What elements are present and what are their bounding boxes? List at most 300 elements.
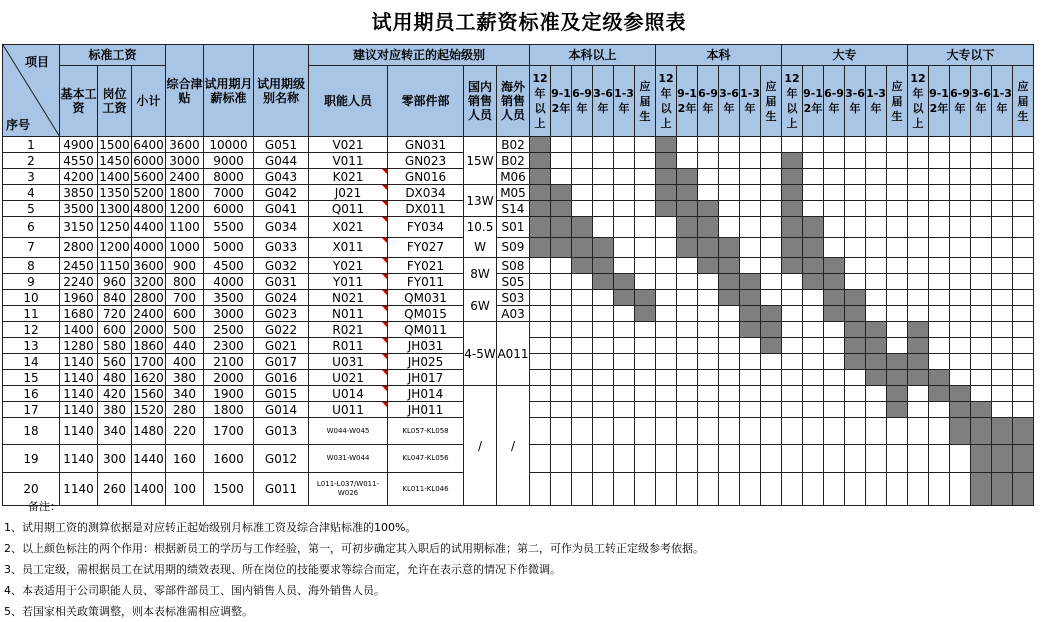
subtotal-cell: 4400 bbox=[132, 217, 166, 238]
level-cell bbox=[1013, 137, 1034, 153]
exp-header-0-0: 12年以上 bbox=[530, 66, 551, 137]
level-cell bbox=[761, 386, 782, 402]
level-cell bbox=[929, 237, 950, 258]
base-wage-cell: 1960 bbox=[60, 290, 98, 306]
level-cell bbox=[761, 338, 782, 354]
level-cell bbox=[824, 185, 845, 201]
level-cell bbox=[887, 418, 908, 445]
level-cell bbox=[1013, 445, 1034, 473]
level-cell bbox=[824, 402, 845, 418]
base-wage-cell: 1280 bbox=[60, 338, 98, 354]
level-cell bbox=[782, 274, 803, 290]
level-cell bbox=[992, 217, 1013, 238]
level-cell bbox=[971, 402, 992, 418]
level-cell bbox=[698, 153, 719, 169]
base-wage-cell: 1140 bbox=[60, 445, 98, 473]
level-cell bbox=[992, 354, 1013, 370]
parts-grade-cell: GN016 bbox=[388, 169, 464, 185]
level-cell bbox=[572, 354, 593, 370]
parts-grade-cell: KL047-KL056 bbox=[388, 445, 464, 473]
level-cell bbox=[782, 290, 803, 306]
level-cell bbox=[824, 418, 845, 445]
level-cell bbox=[551, 322, 572, 338]
level-cell bbox=[1013, 201, 1034, 217]
level-cell bbox=[992, 153, 1013, 169]
level-cell bbox=[887, 201, 908, 217]
level-cell bbox=[740, 354, 761, 370]
level-cell bbox=[761, 418, 782, 445]
row-number: 4 bbox=[3, 185, 60, 201]
post-wage-cell: 960 bbox=[98, 274, 132, 290]
level-cell bbox=[866, 386, 887, 402]
level-cell bbox=[992, 274, 1013, 290]
subtotal-cell: 3600 bbox=[133, 258, 164, 273]
level-cell bbox=[698, 258, 719, 274]
level-cell bbox=[950, 386, 971, 402]
level-cell bbox=[803, 322, 824, 338]
level-cell bbox=[572, 322, 593, 338]
trial-grade-cell: G033 bbox=[254, 237, 309, 258]
level-cell bbox=[551, 370, 572, 386]
level-cell bbox=[866, 274, 887, 290]
level-cell bbox=[635, 290, 656, 306]
base-wage-cell: 4200 bbox=[60, 169, 98, 185]
trial-grade-cell: G032 bbox=[254, 258, 309, 274]
comment-marker bbox=[382, 258, 387, 263]
trial-pay-cell: 8000 bbox=[204, 169, 254, 185]
allowance-cell: 1000 bbox=[166, 237, 204, 258]
level-cell bbox=[677, 274, 698, 290]
level-cell bbox=[929, 201, 950, 217]
level-cell bbox=[929, 370, 950, 386]
level-cell bbox=[614, 402, 635, 418]
level-cell bbox=[635, 169, 656, 185]
post-wage-cell: 340 bbox=[98, 418, 132, 445]
level-cell bbox=[866, 169, 887, 185]
level-cell bbox=[887, 445, 908, 473]
row-number: 6 bbox=[3, 217, 60, 238]
parts-grade-cell: GN031 bbox=[388, 137, 464, 153]
level-cell bbox=[908, 274, 929, 290]
trial-pay-cell: 2100 bbox=[204, 354, 254, 370]
level-cell bbox=[845, 237, 866, 258]
base-wage-cell: 1140 bbox=[60, 354, 98, 370]
level-cell bbox=[803, 169, 824, 185]
level-cell bbox=[908, 386, 929, 402]
allowance-cell: 1800 bbox=[166, 185, 204, 201]
note-4: 4、本表适用于公司职能人员、零部件部员工、国内销售人员、海外销售人员。 bbox=[4, 584, 385, 597]
level-cell bbox=[614, 169, 635, 185]
base-wage-cell: 3500 bbox=[60, 201, 98, 217]
exp-header-3-5: 应届生 bbox=[1013, 66, 1034, 137]
level-cell bbox=[677, 338, 698, 354]
level-cell bbox=[929, 137, 950, 153]
level-cell bbox=[551, 185, 572, 201]
level-cell bbox=[656, 185, 677, 201]
row-number: 11 bbox=[3, 306, 60, 322]
allowance-cell: 340 bbox=[166, 386, 204, 402]
level-cell bbox=[782, 445, 803, 473]
level-cell bbox=[593, 402, 614, 418]
level-cell bbox=[803, 418, 824, 445]
level-cell bbox=[908, 418, 929, 445]
salary-table bbox=[2, 44, 1034, 506]
domestic-grade-cell: / bbox=[464, 386, 497, 506]
overseas-grade-cell: M06 bbox=[497, 169, 530, 185]
level-cell bbox=[761, 445, 782, 473]
level-cell bbox=[593, 354, 614, 370]
level-cell bbox=[950, 237, 971, 258]
table-row bbox=[3, 237, 1034, 258]
level-cell bbox=[761, 354, 782, 370]
table-row bbox=[3, 258, 1034, 274]
trial-grade-cell: G022 bbox=[254, 322, 309, 338]
base-wage-cell: 3150 bbox=[60, 217, 98, 238]
level-cell bbox=[887, 354, 908, 370]
level-cell bbox=[635, 137, 656, 153]
level-cell bbox=[992, 338, 1013, 354]
base-wage-header: 基本工资 bbox=[60, 66, 98, 137]
level-cell bbox=[698, 370, 719, 386]
level-cell bbox=[992, 418, 1013, 445]
staff-grade-cell: V021 bbox=[309, 137, 388, 153]
base-wage-cell: 1140 bbox=[60, 370, 98, 386]
level-cell bbox=[635, 418, 656, 445]
allowance-cell: 500 bbox=[166, 322, 204, 338]
level-cell bbox=[719, 185, 740, 201]
level-cell bbox=[824, 290, 845, 306]
level-cell bbox=[950, 338, 971, 354]
level-cell bbox=[761, 137, 782, 153]
row-number: 12 bbox=[3, 322, 60, 338]
level-cell bbox=[698, 402, 719, 418]
subtotal-cell: 2800 bbox=[133, 290, 164, 305]
comment-marker bbox=[382, 274, 387, 279]
level-cell bbox=[656, 153, 677, 169]
domestic-grade-cell: 4-5W bbox=[464, 322, 497, 386]
level-cell bbox=[677, 153, 698, 169]
overseas-grade-cell: A03 bbox=[497, 306, 530, 322]
level-cell bbox=[866, 290, 887, 306]
allowance-cell: 160 bbox=[166, 445, 204, 473]
level-cell bbox=[698, 201, 719, 217]
level-cell bbox=[950, 169, 971, 185]
overseas-grade-cell: B02 bbox=[497, 137, 530, 153]
subtotal-cell: 1440 bbox=[132, 445, 166, 473]
trial-pay-cell: 1900 bbox=[204, 386, 254, 402]
row-number: 16 bbox=[3, 386, 60, 402]
level-cell bbox=[824, 322, 845, 338]
level-cell bbox=[803, 137, 824, 153]
overseas-grade-cell: B02 bbox=[497, 153, 530, 169]
trial-grade-cell: G021 bbox=[254, 338, 309, 354]
level-cell bbox=[782, 402, 803, 418]
level-cell bbox=[908, 185, 929, 201]
level-cell bbox=[824, 217, 845, 238]
level-cell bbox=[782, 338, 803, 354]
staff-grade-cell: W031-W044 bbox=[309, 445, 388, 473]
level-cell bbox=[614, 258, 635, 274]
level-cell bbox=[551, 402, 572, 418]
level-cell bbox=[803, 153, 824, 169]
level-cell bbox=[845, 445, 866, 473]
base-wage-cell: 4900 bbox=[60, 137, 98, 153]
comment-marker bbox=[382, 290, 387, 295]
level-cell bbox=[761, 258, 782, 274]
post-wage-cell: 300 bbox=[98, 445, 132, 473]
level-cell bbox=[614, 306, 635, 322]
level-cell bbox=[677, 217, 698, 238]
level-cell bbox=[971, 445, 992, 473]
level-cell bbox=[593, 185, 614, 201]
level-cell bbox=[824, 169, 845, 185]
level-cell bbox=[761, 473, 782, 506]
level-cell bbox=[1013, 338, 1034, 354]
level-cell bbox=[656, 370, 677, 386]
staff-grade-cell: X011 bbox=[309, 237, 388, 258]
trial-grade-cell: G024 bbox=[254, 290, 309, 306]
level-cell bbox=[551, 237, 572, 258]
level-cell bbox=[614, 322, 635, 338]
exp-header-0-2: 6-9年 bbox=[572, 66, 593, 137]
level-cell bbox=[761, 306, 782, 322]
level-cell bbox=[1013, 258, 1034, 274]
post-wage-cell: 560 bbox=[98, 354, 132, 370]
level-cell bbox=[929, 354, 950, 370]
level-cell bbox=[551, 201, 572, 217]
level-cell bbox=[719, 217, 740, 238]
level-cell bbox=[887, 386, 908, 402]
level-cell bbox=[698, 274, 719, 290]
level-cell bbox=[572, 137, 593, 153]
level-cell bbox=[950, 402, 971, 418]
level-cell bbox=[845, 217, 866, 238]
level-cell bbox=[845, 370, 866, 386]
domestic-grade-cell: 15W bbox=[464, 137, 497, 185]
level-cell bbox=[740, 237, 761, 258]
level-cell bbox=[866, 306, 887, 322]
level-cell bbox=[887, 185, 908, 201]
level-cell bbox=[866, 445, 887, 473]
subtotal-cell: 1560 bbox=[133, 386, 164, 401]
level-cell bbox=[719, 237, 740, 258]
level-cell bbox=[656, 322, 677, 338]
level-cell bbox=[824, 354, 845, 370]
subtotal-cell: 1700 bbox=[133, 354, 164, 369]
exp-header-3-2: 6-9年 bbox=[950, 66, 971, 137]
parts-grade-cell: JH011 bbox=[388, 402, 464, 418]
level-cell bbox=[677, 185, 698, 201]
level-cell bbox=[929, 274, 950, 290]
level-cell bbox=[677, 237, 698, 258]
level-cell bbox=[656, 217, 677, 238]
level-cell bbox=[677, 322, 698, 338]
trial-pay-cell: 4000 bbox=[204, 274, 254, 290]
level-cell bbox=[719, 386, 740, 402]
level-cell bbox=[656, 290, 677, 306]
level-cell bbox=[908, 290, 929, 306]
parts-grade-cell: FY021 bbox=[388, 258, 464, 274]
note-1: 1、试用期工资的测算依据是对应转正起始级别月标准工资及综合津贴标准的100%。 bbox=[4, 521, 417, 534]
level-cell bbox=[782, 169, 803, 185]
page-title: 试用期员工薪资标准及定级参照表 bbox=[371, 10, 687, 34]
level-cell bbox=[887, 402, 908, 418]
level-cell bbox=[614, 137, 635, 153]
level-cell bbox=[782, 201, 803, 217]
level-cell bbox=[887, 322, 908, 338]
level-cell bbox=[719, 445, 740, 473]
comment-marker bbox=[382, 169, 387, 174]
level-cell bbox=[887, 473, 908, 506]
level-cell bbox=[950, 322, 971, 338]
level-cell bbox=[614, 370, 635, 386]
trial-pay-cell: 2300 bbox=[204, 338, 254, 354]
level-cell bbox=[698, 169, 719, 185]
post-wage-cell: 600 bbox=[98, 322, 132, 338]
level-cell bbox=[866, 137, 887, 153]
level-cell bbox=[593, 217, 614, 238]
level-cell bbox=[845, 274, 866, 290]
level-cell bbox=[761, 274, 782, 290]
level-cell bbox=[929, 306, 950, 322]
level-cell bbox=[824, 386, 845, 402]
domestic-grade-cell: 10.5W bbox=[464, 217, 497, 258]
level-cell bbox=[761, 185, 782, 201]
level-cell bbox=[530, 418, 551, 445]
level-cell bbox=[971, 322, 992, 338]
allowance-cell: 3000 bbox=[166, 153, 204, 169]
base-wage-cell: 1140 bbox=[60, 386, 98, 402]
level-cell bbox=[656, 338, 677, 354]
level-cell bbox=[614, 386, 635, 402]
row-number: 10 bbox=[3, 290, 60, 306]
allowance-cell: 1200 bbox=[166, 201, 204, 217]
level-cell bbox=[803, 370, 824, 386]
trial-pay-cell: 10000 bbox=[204, 137, 254, 153]
level-cell bbox=[761, 153, 782, 169]
level-cell bbox=[803, 274, 824, 290]
level-cell bbox=[908, 237, 929, 258]
level-cell bbox=[845, 418, 866, 445]
level-cell bbox=[635, 258, 656, 274]
level-cell bbox=[572, 338, 593, 354]
level-cell bbox=[845, 258, 866, 274]
level-cell bbox=[782, 217, 803, 238]
exp-header-1-5: 应届生 bbox=[761, 66, 782, 137]
subtotal-cell: 1400 bbox=[132, 473, 166, 506]
level-cell bbox=[803, 258, 824, 274]
level-cell bbox=[677, 169, 698, 185]
table-row bbox=[3, 185, 1034, 201]
allowance-cell: 600 bbox=[166, 306, 204, 322]
level-cell bbox=[992, 201, 1013, 217]
level-cell bbox=[950, 370, 971, 386]
level-cell bbox=[530, 290, 551, 306]
level-cell bbox=[635, 201, 656, 217]
level-cell bbox=[593, 153, 614, 169]
level-cell bbox=[635, 386, 656, 402]
comment-marker bbox=[382, 354, 387, 359]
level-cell bbox=[572, 274, 593, 290]
level-cell bbox=[950, 306, 971, 322]
level-cell bbox=[845, 169, 866, 185]
allowance-cell: 440 bbox=[166, 338, 204, 354]
level-cell bbox=[971, 137, 992, 153]
comment-marker bbox=[382, 185, 387, 190]
level-cell bbox=[971, 354, 992, 370]
level-cell bbox=[803, 217, 824, 238]
level-cell bbox=[971, 185, 992, 201]
post-wage-cell: 380 bbox=[98, 402, 132, 418]
domestic-grade-cell: 8W bbox=[464, 258, 497, 290]
level-cell bbox=[950, 473, 971, 506]
level-cell bbox=[1013, 370, 1034, 386]
level-cell bbox=[950, 137, 971, 153]
level-cell bbox=[635, 306, 656, 322]
level-cell bbox=[572, 386, 593, 402]
row-number: 14 bbox=[3, 354, 60, 370]
level-cell bbox=[698, 386, 719, 402]
level-cell bbox=[593, 306, 614, 322]
level-cell bbox=[593, 169, 614, 185]
exp-header-1-1: 9-12年 bbox=[677, 66, 698, 137]
level-cell bbox=[719, 473, 740, 506]
trial-pay-cell: 3500 bbox=[204, 290, 254, 306]
level-cell bbox=[782, 354, 803, 370]
level-cell bbox=[614, 237, 635, 258]
level-cell bbox=[1013, 290, 1034, 306]
note-3: 3、员工定级，需根据员工在试用期的绩效表现、所在岗位的技能要求等综合而定，允许在表示意的情况下作微调。 bbox=[4, 563, 561, 576]
allowance-cell: 280 bbox=[166, 402, 204, 418]
trial-grade-cell: G016 bbox=[254, 370, 309, 386]
level-cell bbox=[845, 137, 866, 153]
level-cell bbox=[887, 217, 908, 238]
edu-header-1: 本科 bbox=[656, 45, 782, 66]
exp-header-3-0: 12年以上 bbox=[908, 66, 929, 137]
level-cell bbox=[971, 386, 992, 402]
allowance-cell: 900 bbox=[166, 258, 204, 274]
base-wage-cell: 3850 bbox=[60, 185, 98, 201]
level-cell bbox=[740, 258, 761, 274]
row-number: 5 bbox=[3, 201, 60, 217]
level-cell bbox=[908, 201, 929, 217]
post-wage-cell: 420 bbox=[98, 386, 132, 402]
level-cell bbox=[950, 290, 971, 306]
row-number: 2 bbox=[3, 153, 60, 169]
level-cell bbox=[719, 258, 740, 274]
level-cell bbox=[908, 169, 929, 185]
post-wage-cell: 480 bbox=[98, 370, 132, 386]
base-wage-cell: 2800 bbox=[60, 237, 98, 258]
overseas-grade-cell: S05 bbox=[497, 274, 530, 290]
overseas-grade-cell: S03 bbox=[497, 290, 530, 306]
exp-header-2-1: 9-12年 bbox=[803, 66, 824, 137]
level-cell bbox=[866, 338, 887, 354]
level-cell bbox=[677, 201, 698, 217]
table-row bbox=[3, 169, 1034, 185]
level-cell bbox=[887, 137, 908, 153]
level-cell bbox=[740, 473, 761, 506]
comment-marker bbox=[382, 338, 387, 343]
level-cell bbox=[635, 354, 656, 370]
overseas-grade-cell: M05 bbox=[497, 185, 530, 201]
level-cell bbox=[992, 370, 1013, 386]
post-wage-cell: 720 bbox=[98, 306, 132, 322]
trial-grade-cell: G017 bbox=[254, 354, 309, 370]
level-cell bbox=[1013, 185, 1034, 201]
level-cell bbox=[530, 338, 551, 354]
staff-header: 职能人员 bbox=[309, 66, 388, 137]
